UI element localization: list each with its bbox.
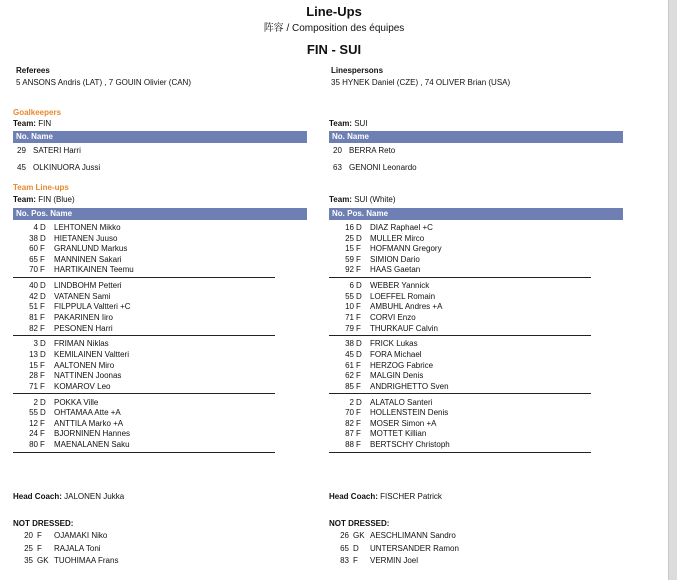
player-position: F [40,244,45,254]
player-name: FRICK Lukas [370,339,418,349]
player-name: OHTAMAA Atte +A [54,408,121,418]
not-dressed-row [329,543,623,555]
player-number: 24 [29,429,38,439]
player-position: F [40,313,45,322]
player-position: F [40,429,45,439]
player-name: HARTIKAINEN Teemu [54,265,134,275]
player-row [13,264,307,276]
player-number: 70 [345,408,354,418]
player-name: OLKINUORA Jussi [33,163,101,172]
player-number: 79 [345,323,354,333]
player-name: ANTTILA Marko +A [54,418,124,428]
player-number: 92 [345,265,354,275]
player-position: F [356,418,361,428]
player-position: F [356,440,361,449]
player-name: TUOHIMAA Frans [54,556,119,565]
player-number: 82 [345,418,354,428]
player-name: FORA Michael [370,350,422,359]
player-name: MOSER Simon +A [370,418,437,428]
referees-value: 5 ANSONS Andris (LAT) , 7 GOUIN Olivier (CAN) [16,78,191,87]
player-number: 55 [345,291,354,301]
player-name: HAAS Gaetan [370,265,421,275]
player-name: LINDBOHM Petteri [54,281,122,291]
player-number: 35 [24,556,33,565]
player-number: 71 [345,313,354,322]
player-position: D [356,291,362,301]
player-number: 2 [33,397,38,407]
player-position: D [356,233,362,243]
goalkeeper-row [329,162,623,174]
player-position: D [356,223,362,232]
player-position: F [356,360,361,370]
player-name: HOLLENSTEIN Denis [370,408,449,418]
player-number: 25 [24,543,33,553]
goalkeeper-row [13,145,307,157]
player-number: 29 [17,146,26,155]
lineups-section-label: Team Line-ups [13,183,69,192]
player-position: F [40,418,45,428]
gk-left-team: Team: FIN [13,119,52,128]
player-name: CORVI Enzo [370,313,416,322]
player-position: D [356,350,362,359]
head-coach-right: Head Coach: FISCHER Patrick [329,492,442,501]
not-dressed-row [329,555,623,567]
player-position: F [40,360,45,370]
not-dressed-row [329,530,623,542]
player-number: 59 [345,254,354,264]
line-separator [329,393,591,394]
player-position: F [40,302,45,312]
player-position: D [40,281,46,291]
player-position: GK [37,556,49,565]
player-number: 87 [345,429,354,439]
player-name: BERRA Reto [349,146,396,155]
player-number: 70 [29,265,38,275]
player-position: F [356,408,361,418]
lineup-right-team: Team: SUI (White) [329,195,396,204]
player-number: 55 [29,408,38,418]
player-position: F [356,429,361,439]
player-number: 10 [345,302,354,312]
player-position: D [40,339,46,349]
player-position: F [356,313,361,322]
player-number: 62 [345,371,354,381]
player-number: 4 [33,223,38,232]
player-number: 13 [29,350,38,359]
line-separator [329,277,591,278]
player-position: F [40,381,45,391]
player-name: AESCHLIMANN Sandro [370,531,456,540]
player-number: 82 [29,323,38,333]
player-number: 60 [29,244,38,254]
player-name: HERZOG Fabrice [370,360,434,370]
player-number: 2 [349,397,354,407]
not-dressed-row [13,530,307,542]
player-name: PAKARINEN Iiro [54,313,113,322]
page-subtitle: 阵容 / Composition des équipes [263,23,405,34]
player-position: F [353,556,358,565]
player-position: D [40,397,46,407]
player-position: F [356,254,361,264]
player-name: MAENALANEN Saku [54,440,130,449]
player-number: 80 [29,440,38,449]
player-number: 71 [29,381,38,391]
player-position: F [356,371,361,381]
player-name: HOFMANN Gregory [370,244,442,254]
player-name: PESONEN Harri [54,323,113,333]
player-row [329,381,623,393]
gk-left-header: No. Name [13,131,307,143]
player-number: 20 [24,531,33,540]
player-number: 40 [29,281,38,291]
player-name: FRIMAN Niklas [54,339,109,349]
player-position: F [37,543,42,553]
lineup-left-team: Team: FIN (Blue) [13,195,75,204]
player-number: 88 [345,440,354,449]
player-number: 83 [340,556,349,565]
player-position: F [356,265,361,275]
player-position: F [37,531,42,540]
player-number: 65 [340,543,349,553]
player-number: 3 [33,339,38,349]
player-number: 45 [345,350,354,359]
player-name: LOEFFEL Romain [370,291,436,301]
player-position: F [40,371,45,381]
player-number: 45 [17,163,26,172]
player-number: 28 [29,371,38,381]
player-number: 42 [29,291,38,301]
player-row [13,439,307,451]
player-number: 26 [340,531,349,540]
line-separator [13,335,275,336]
player-name: POKKA Ville [54,397,99,407]
player-position: D [356,397,362,407]
lineup-left-header: No. Pos. Name [13,208,307,220]
player-number: 65 [29,254,38,264]
player-number: 38 [345,339,354,349]
player-number: 6 [349,281,354,291]
line-separator [13,277,275,278]
lineup-right-header: No. Pos. Name [329,208,623,220]
player-position: D [356,281,362,291]
player-row [329,323,623,335]
player-position: F [40,265,45,275]
player-number: 85 [345,381,354,391]
player-position: GK [353,531,365,540]
player-name: FILPPULA Valtteri +C [54,302,131,312]
player-name: ALATALO Santeri [370,397,433,407]
player-row [13,381,307,393]
player-number: 61 [345,360,354,370]
goalkeepers-section-label: Goalkeepers [13,108,62,117]
player-number: 20 [333,146,342,155]
player-name: UNTERSANDER Ramon [370,543,459,553]
player-number: 15 [345,244,354,254]
player-number: 25 [345,233,354,243]
player-position: F [40,254,45,264]
player-row [329,264,623,276]
referees-label: Referees [16,66,50,75]
linespersons-label: Linespersons [331,66,384,75]
player-position: F [356,381,361,391]
player-name: KOMAROV Leo [54,381,111,391]
player-name: THURKAUF Calvin [370,323,439,333]
player-position: D [356,339,362,349]
player-number: 38 [29,233,38,243]
player-position: D [353,543,359,553]
player-number: 16 [345,223,354,232]
line-separator [13,393,275,394]
player-name: WEBER Yannick [370,281,430,291]
player-name: DIAZ Raphael +C [370,223,433,232]
page-edge [668,0,677,580]
player-row [13,323,307,335]
line-separator [13,452,275,453]
gk-right-header: No. Name [329,131,623,143]
not-dressed-row [13,555,307,567]
player-number: 51 [29,302,38,312]
player-name: NATTINEN Joonas [54,371,122,381]
page-title: Line-Ups [306,4,362,19]
player-name: MALGIN Denis [370,371,424,381]
player-name: BJORNINEN Hannes [54,429,131,439]
goalkeeper-row [329,145,623,157]
player-row [329,439,623,451]
player-position: D [40,291,46,301]
not-dressed-row [13,543,307,555]
gk-right-team: Team: SUI [329,119,368,128]
player-number: 81 [29,313,38,322]
player-name: AALTONEN Miro [54,360,115,370]
player-number: 15 [29,360,38,370]
player-number: 63 [333,163,342,172]
player-position: D [40,408,46,418]
player-number: 12 [29,418,38,428]
not-dressed-left-label: NOT DRESSED: [13,519,74,528]
player-position: F [356,244,361,254]
player-name: ANDRIGHETTO Sven [370,381,449,391]
linespersons-value: 35 HYNEK Daniel (CZE) , 74 OLIVER Brian (USA) [331,78,511,87]
player-name: HIETANEN Juuso [54,233,118,243]
player-position: F [40,440,45,449]
player-name: VATANEN Sami [54,291,111,301]
goalkeeper-row [13,162,307,174]
head-coach-left: Head Coach: JALONEN Jukka [13,492,125,501]
player-position: D [40,223,46,232]
player-name: GRANLUND Markus [54,244,128,254]
line-separator [329,452,591,453]
player-position: F [40,323,45,333]
player-name: RAJALA Toni [54,543,101,553]
player-position: F [356,302,361,312]
player-name: MANNINEN Sakari [54,254,122,264]
line-separator [329,335,591,336]
player-name: MOTTET Killian [370,429,427,439]
player-position: F [356,323,361,333]
player-name: BERTSCHY Christoph [370,440,450,449]
player-name: VERMIN Joel [370,556,419,565]
player-name: GENONI Leonardo [349,163,417,172]
player-name: OJAMAKI Niko [54,531,108,540]
player-name: MULLER Mirco [370,233,425,243]
not-dressed-right-label: NOT DRESSED: [329,519,390,528]
player-name: AMBUHL Andres +A [370,302,443,312]
player-name: SATERI Harri [33,146,81,155]
player-position: D [40,233,46,243]
player-name: LEHTONEN Mikko [54,223,121,232]
match-title: FIN - SUI [306,42,362,57]
player-name: SIMION Dario [370,254,420,264]
player-position: D [40,350,46,359]
player-name: KEMILAINEN Valtteri [54,350,129,359]
